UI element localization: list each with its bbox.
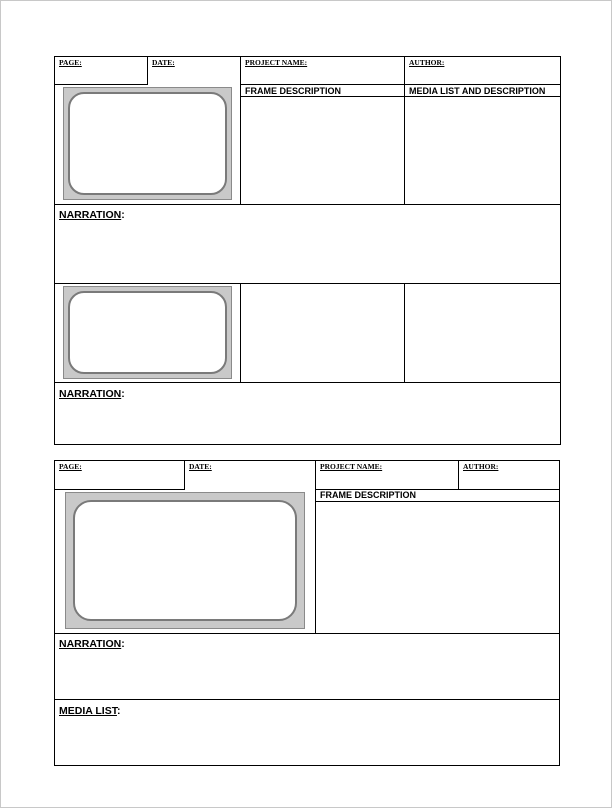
narration-label: [59, 388, 125, 400]
narration-word: NARRATION: [59, 209, 122, 221]
narration-colon: :: [121, 209, 125, 221]
media-list-colon: :: [116, 705, 121, 717]
page-label: PAGE:: [59, 58, 82, 67]
panel2-border-bottom: [54, 765, 560, 766]
panel1-divider: [240, 283, 241, 382]
panel1-divider: [240, 56, 241, 205]
panel1-divider: [240, 96, 561, 97]
media-list-label: [59, 705, 120, 717]
panel2-divider: [54, 633, 560, 634]
panel1-divider: [54, 204, 561, 205]
frame-screen: [68, 291, 227, 374]
panel2-divider: [54, 489, 185, 490]
narration-word: NARRATION: [59, 388, 122, 400]
panel1-border-left: [54, 56, 55, 445]
narration-word: NARRATION: [59, 638, 122, 650]
panel2-divider: [458, 460, 459, 490]
frame-description-label: FRAME DESCRIPTION: [245, 86, 342, 96]
panel1-divider: [54, 382, 561, 383]
media-list-description-label: MEDIA LIST AND DESCRIPTION: [409, 86, 546, 96]
narration-label: [59, 209, 125, 221]
frame-screen: [73, 500, 297, 621]
panel2-border-top: [54, 460, 560, 461]
project-name-label: PROJECT NAME:: [245, 58, 308, 67]
media-list-word: MEDIA LIST: [59, 705, 117, 717]
project-name-label: PROJECT NAME:: [320, 462, 383, 471]
author-label: AUTHOR:: [409, 58, 445, 67]
panel2-divider: [184, 460, 185, 490]
panel2-divider: [315, 501, 560, 502]
narration-colon: :: [121, 638, 125, 650]
date-label: DATE:: [152, 58, 175, 67]
author-label: AUTHOR:: [463, 462, 499, 471]
panel2-divider: [315, 460, 316, 634]
page-label: PAGE:: [59, 462, 82, 471]
panel1-divider: [147, 56, 148, 84]
panel1-border-top: [54, 56, 561, 57]
panel1-border-bottom: [54, 444, 561, 445]
panel1-divider: [54, 84, 148, 85]
narration-label: [59, 638, 125, 650]
panel1-divider: [404, 56, 405, 205]
panel1-divider: [240, 84, 561, 85]
panel1-border-right: [560, 56, 561, 445]
panel2-border-left: [54, 460, 55, 766]
panel1-divider: [54, 283, 561, 284]
frame-screen: [68, 92, 227, 195]
panel1-divider: [404, 283, 405, 382]
panel2-border-right: [559, 460, 560, 766]
frame-description-label: FRAME DESCRIPTION: [320, 490, 417, 500]
narration-colon: :: [121, 388, 125, 400]
date-label: DATE:: [189, 462, 212, 471]
panel2-divider: [54, 699, 560, 700]
